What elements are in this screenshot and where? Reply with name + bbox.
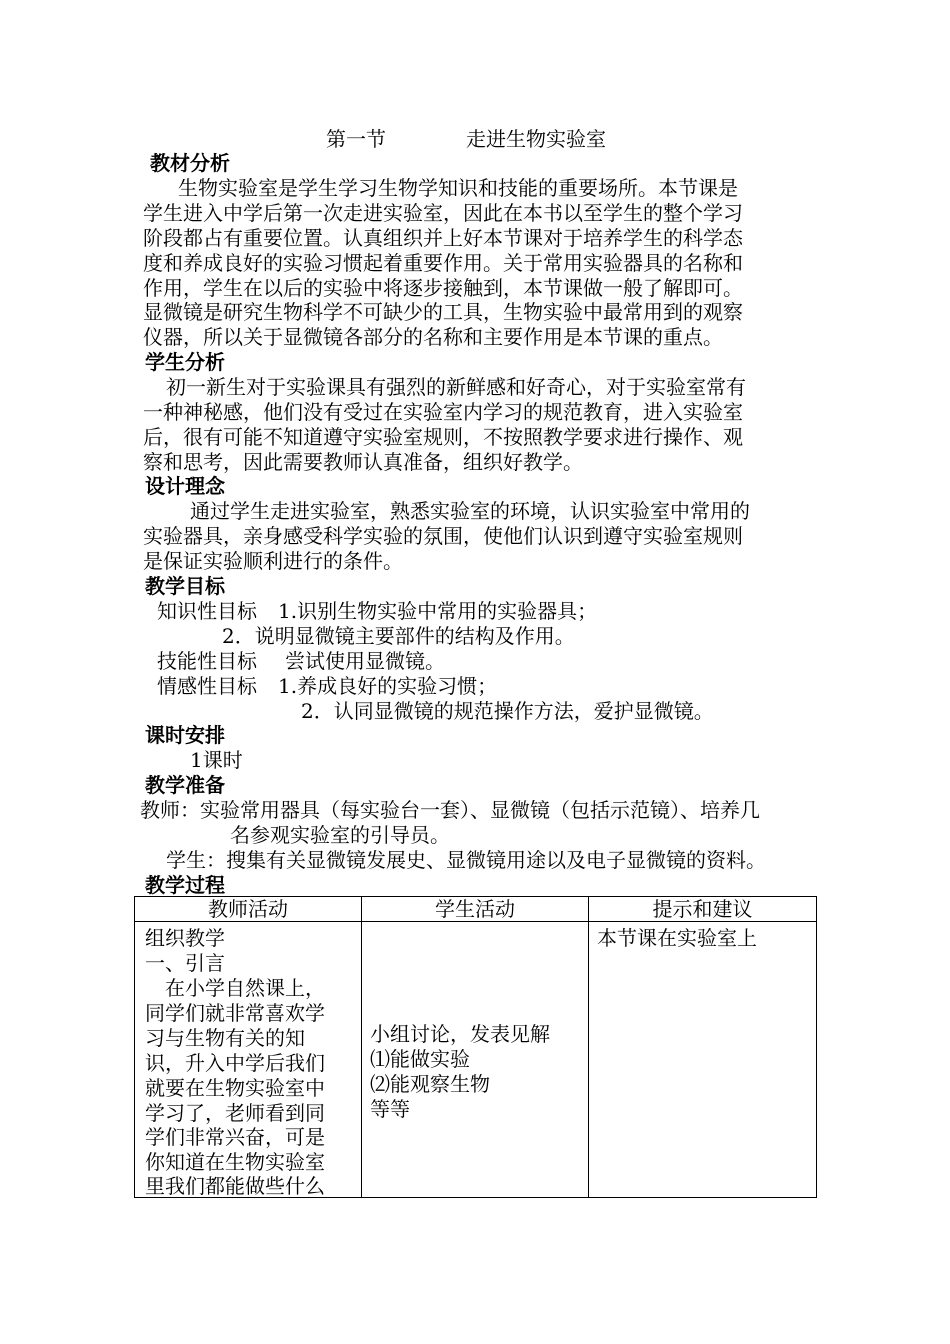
preparation-student: 学生：搜集有关显微镜发展史、显微镜用途以及电子显微镜的资料。 xyxy=(166,848,766,872)
paragraph-line: 显微镜是研究生物科学不可缺少的工具，生物实验中最常用到的观察 xyxy=(143,300,743,324)
objective-item: 1.识别生物实验中常用的实验器具； xyxy=(278,599,598,623)
process-table xyxy=(134,896,817,1198)
cell-line: ⑴能做实验 xyxy=(370,1047,470,1071)
column-header-teacher: 教师活动 xyxy=(135,897,362,922)
preparation-teacher-cont: 名参观实验室的引导员。 xyxy=(230,823,450,847)
objective-item: 2．认同显微镜的规范操作方法，爱护显微镜。 xyxy=(301,699,714,723)
cell-line: 本节课在实验室上 xyxy=(597,926,757,950)
column-header-tips: 提示和建议 xyxy=(589,897,817,922)
heading-preparation: 教学准备 xyxy=(145,773,225,797)
objective-item: 1.养成良好的实验习惯； xyxy=(278,674,498,698)
heading-student-analysis: 学生分析 xyxy=(145,350,225,374)
schedule-value: 1课时 xyxy=(190,748,243,772)
cell-line: 一、引言 xyxy=(145,951,225,975)
objective-label-skill: 技能性目标 xyxy=(157,649,257,673)
cell-line: 同学们就非常喜欢学 xyxy=(145,1001,325,1025)
objective-label-knowledge: 知识性目标 xyxy=(157,599,257,623)
cell-line: 在小学自然课上， xyxy=(145,976,325,1000)
paragraph-line: 察和思考，因此需要教师认真准备，组织好教学。 xyxy=(143,450,583,474)
heading-schedule: 课时安排 xyxy=(145,723,225,747)
teacher-activity-cell xyxy=(135,922,362,1198)
paragraph-line: 仪器，所以关于显微镜各部分的名称和主要作用是本节课的重点。 xyxy=(143,325,723,349)
column-header-student: 学生活动 xyxy=(362,897,589,922)
heading-process: 教学过程 xyxy=(145,873,225,897)
paragraph-line: 实验器具，亲身感受科学实验的氛围，使他们认识到遵守实验室规则 xyxy=(143,524,743,548)
cell-line: 就要在生物实验室中 xyxy=(145,1076,325,1100)
tips-cell xyxy=(589,922,817,1198)
heading-textbook-analysis: 教材分析 xyxy=(150,151,230,175)
objective-item: 2．说明显微镜主要部件的结构及作用。 xyxy=(222,624,575,648)
paragraph-line: 度和养成良好的实验习惯起着重要作用。关于常用实验器具的名称和 xyxy=(143,251,743,275)
paragraph-line: 后，很有可能不知道遵守实验室规则，不按照教学要求进行操作、观 xyxy=(143,425,743,449)
objective-label-emotion: 情感性目标 xyxy=(157,674,257,698)
cell-line: 里我们都能做些什么 xyxy=(145,1174,325,1198)
paragraph-line: 通过学生走进实验室，熟悉实验室的环境，认识实验室中常用的 xyxy=(190,499,750,523)
student-activity-cell xyxy=(362,922,589,1198)
objective-item: 尝试使用显微镜。 xyxy=(285,649,445,673)
cell-line: 小组讨论，发表见解 xyxy=(370,1022,550,1046)
cell-line: 你知道在生物实验室 xyxy=(145,1150,325,1174)
paragraph-line: 阶段都占有重要位置。认真组织并上好本节课对于培养学生的科学态 xyxy=(143,226,743,250)
cell-line: 学习了，老师看到同 xyxy=(145,1101,325,1125)
cell-line: 组织教学 xyxy=(145,926,225,950)
paragraph-line: 生物实验室是学生学习生物学知识和技能的重要场所。本节课是 xyxy=(178,176,738,200)
paragraph-line: 初一新生对于实验课具有强烈的新鲜感和好奇心，对于实验室常有 xyxy=(166,375,746,399)
cell-line: 等等 xyxy=(370,1097,410,1121)
heading-objectives: 教学目标 xyxy=(145,574,225,598)
paragraph-line: 作用，学生在以后的实验中将逐步接触到，本节课做一般了解即可。 xyxy=(143,276,743,300)
page-title: 走进生物实验室 xyxy=(466,127,606,151)
paragraph-line: 是保证实验顺利进行的条件。 xyxy=(143,549,403,573)
paragraph-line: 一种神秘感，他们没有受过在实验室内学习的规范教育，进入实验室 xyxy=(143,400,743,424)
heading-design-concept: 设计理念 xyxy=(145,474,225,498)
cell-line: 识，升入中学后我们 xyxy=(145,1051,325,1075)
cell-line: 习与生物有关的知 xyxy=(145,1026,305,1050)
table-header-row xyxy=(135,897,817,922)
preparation-teacher: 教师：实验常用器具（每实验台一套）、显微镜（包括示范镜）、培养几 xyxy=(140,798,760,822)
table-row xyxy=(135,922,817,1198)
cell-line: ⑵能观察生物 xyxy=(370,1072,490,1096)
section-number: 第一节 xyxy=(326,127,386,151)
cell-line: 学们非常兴奋，可是 xyxy=(145,1125,325,1149)
paragraph-line: 学生进入中学后第一次走进实验室，因此在本书以至学生的整个学习 xyxy=(143,201,743,225)
